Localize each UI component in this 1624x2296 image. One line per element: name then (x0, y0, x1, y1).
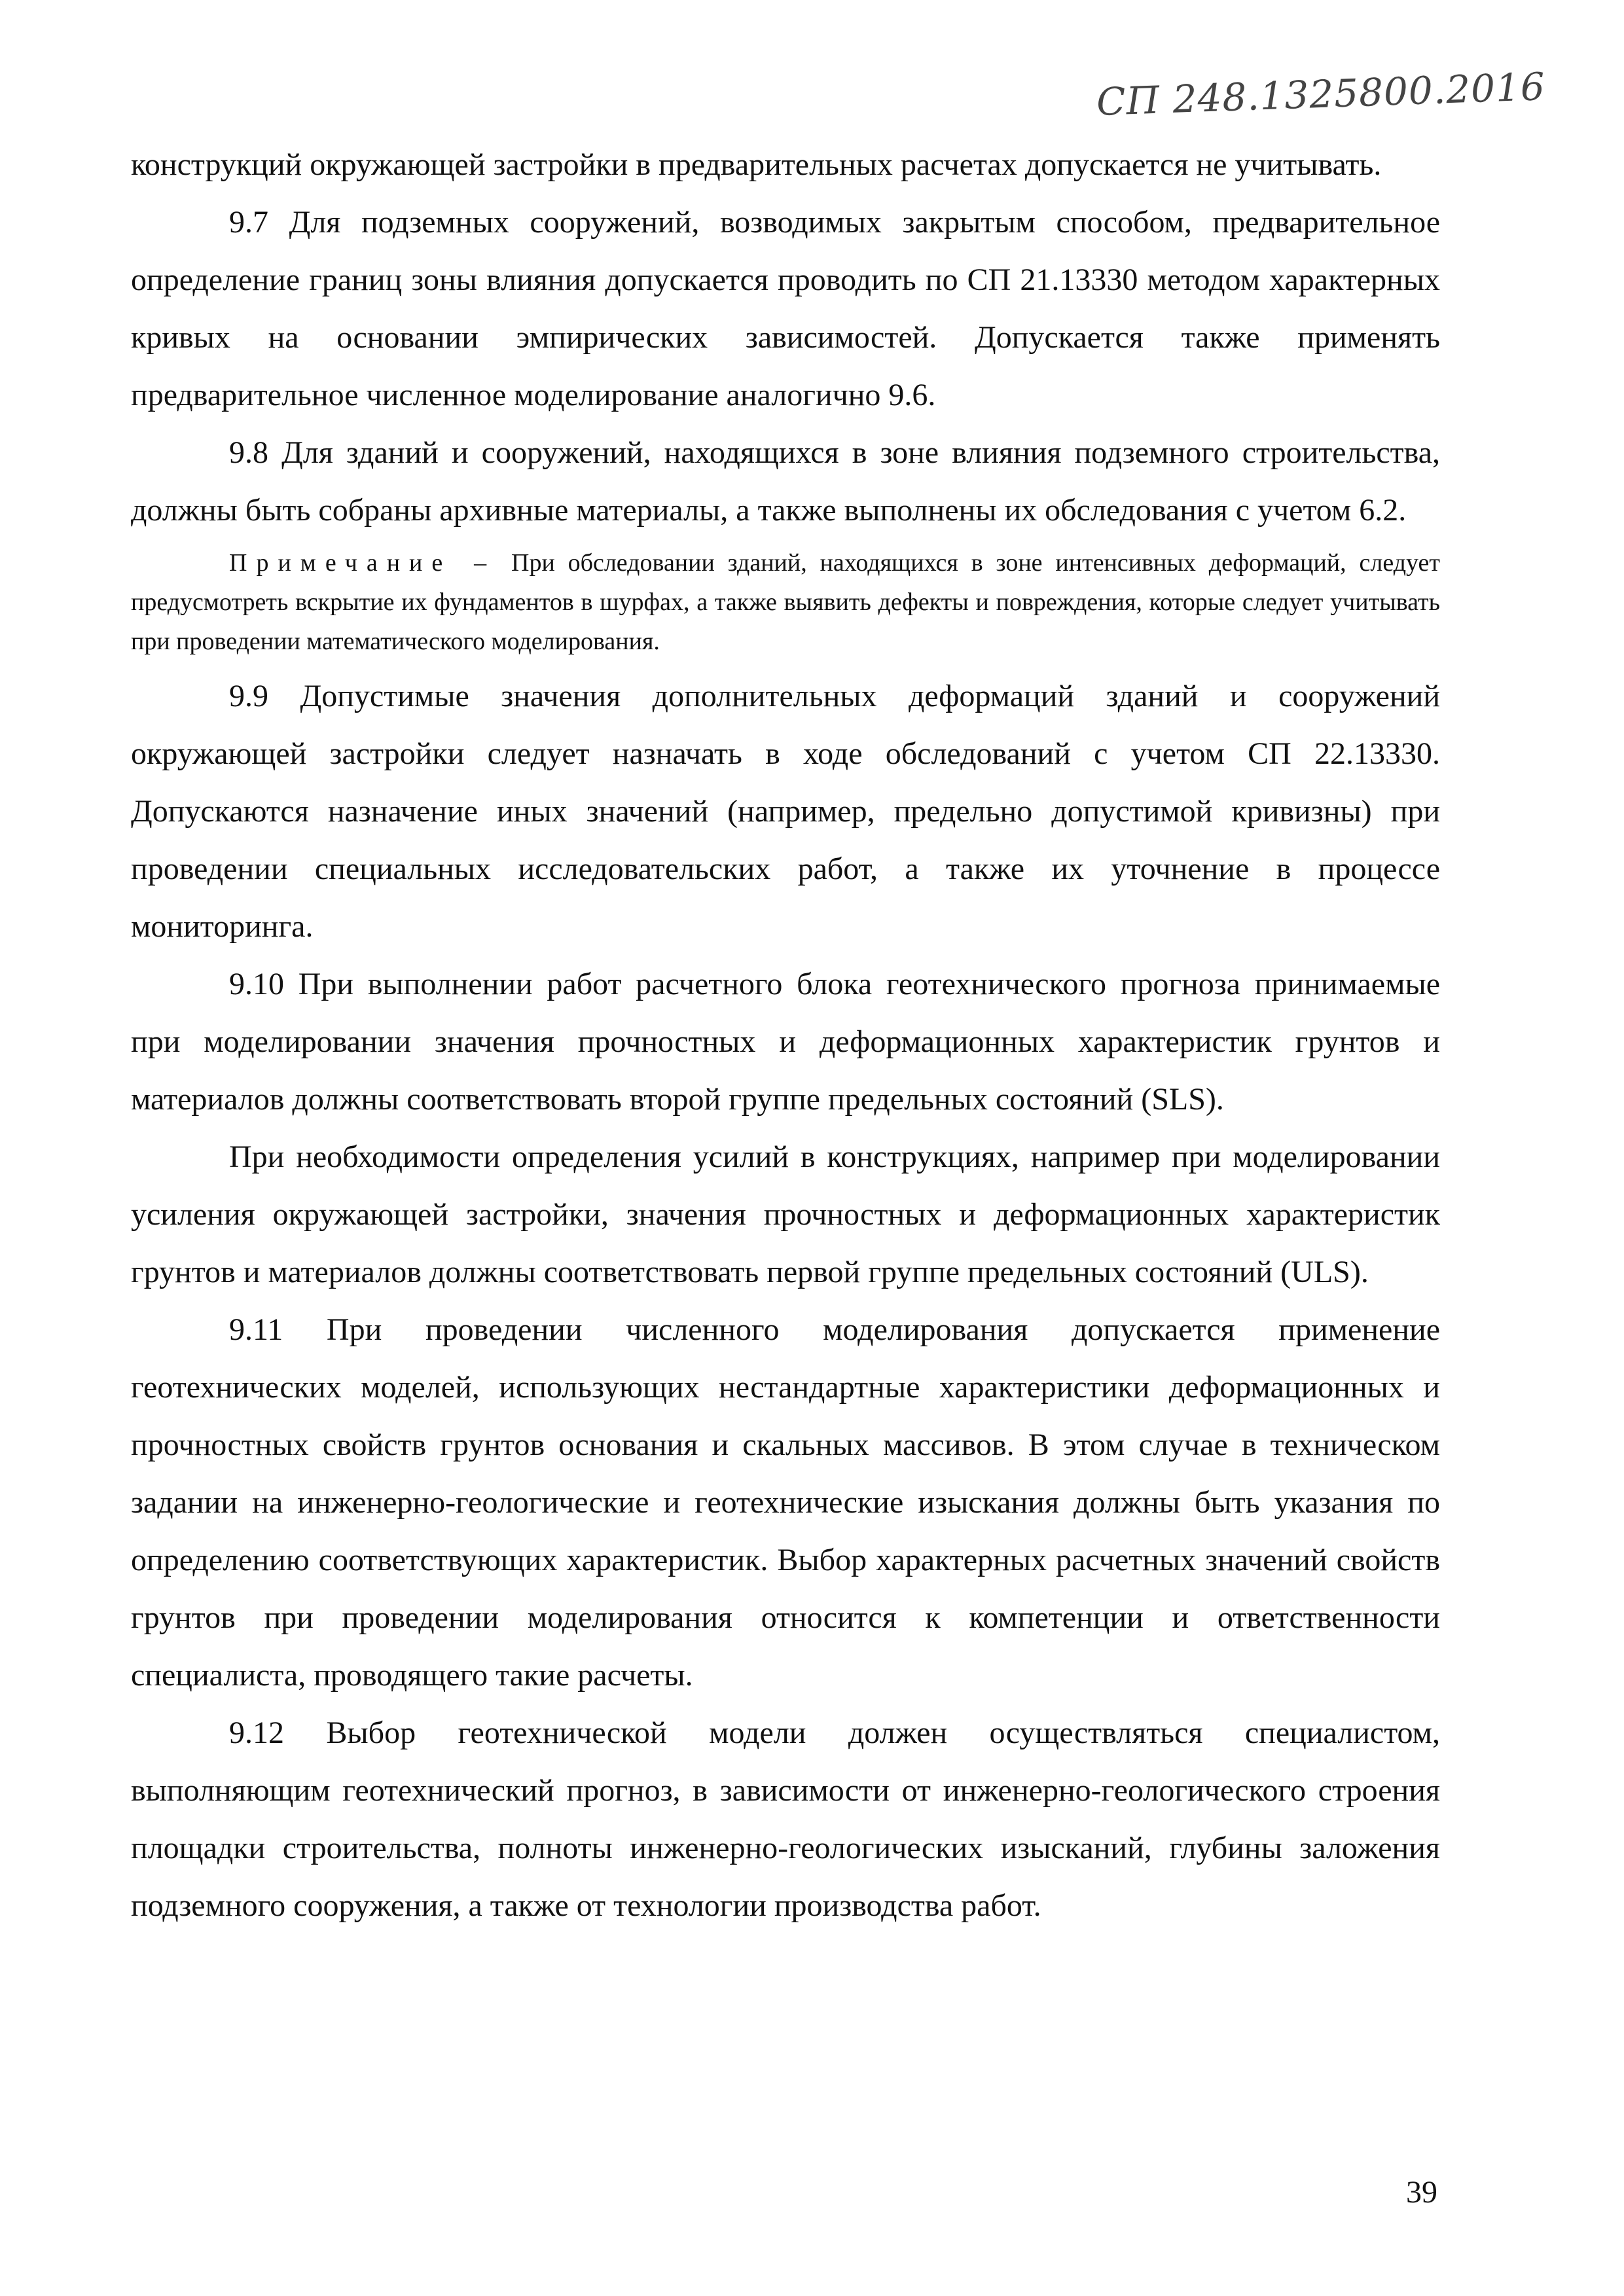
paragraph-continuation: конструкций окружающей застройки в предварительных расчетах допускается не учитывать. (131, 147, 1382, 182)
paragraph-9-10: 9.10 При выполнении работ расчетного блока геотехнического прогноза принимаемые при моделировании значения прочностных и деформационных характеристик грунтов и материалов должны соответствовать второй группе предельных состояний (SLS). (131, 967, 1440, 1117)
document-code-stamp: СП 248.1325800.2016 (1096, 64, 1546, 124)
page-body (131, 136, 1440, 1935)
page-number: 39 (1406, 2175, 1437, 2210)
paragraph-9-12: 9.12 Выбор геотехнической модели должен осуществляться специалистом, выполняющим геотехнический прогноз, в зависимости от инженерно-геологического строения площадки строительства, полноты инженерно-геологических изысканий, глубины заложения подземного сооружения, а также от технологии производства работ. (131, 1715, 1440, 1923)
paragraph-9-11: 9.11 При проведении численного моделирования допускается применение геотехнических моделей, использующих нестандартные характеристики деформационных и прочностных свойств грунтов основания и скальных массивов. В этом случае в техническом задании на инженерно-геологические и геотехнические изыскания должны быть указания по определению соответствующих характеристик. Выбор характерных расчетных значений свойств грунтов при проведении моделирования относится к компетенции и ответственности специалиста, проводящего такие расчеты. (131, 1312, 1440, 1693)
note (131, 543, 1440, 661)
note-text: При обследовании зданий, находящихся в зоне интенсивных деформаций, следует предусмотреть вскрытие их фундаментов в шурфах, а также выявить дефекты и повреждения, которые следует учитывать при проведении математического моделирования. (131, 549, 1441, 655)
paragraph-9-9: 9.9 Допустимые значения дополнительных деформаций зданий и сооружений окружающей застройки следует назначать в ходе обследований с учетом СП 22.13330. Допускаются назначение иных значений (например, предельно допустимой кривизны) при проведении специальных исследовательских работ, а также их уточнение в процессе мониторинга. (131, 679, 1440, 944)
note-label: Примечание – (229, 549, 496, 577)
paragraph-9-7: 9.7 Для подземных сооружений, возводимых закрытым способом, предварительное определение границ зоны влияния допускается проводить по СП 21.13330 методом характерных кривых на основании эмпирических зависимостей. Допускается также применять предварительное численное моделирование аналогично 9.6. (131, 205, 1440, 412)
paragraph-9-8: 9.8 Для зданий и сооружений, находящихся в зоне влияния подземного строительства, должны быть собраны архивные материалы, а также выполнены их обследования с учетом 6.2. (131, 435, 1440, 528)
paragraph-9-10-continued: При необходимости определения усилий в конструкциях, например при моделировании усиления окружающей застройки, значения прочностных и деформационных характеристик грунтов и материалов должны соответствовать первой группе предельных состояний (ULS). (131, 1139, 1440, 1289)
